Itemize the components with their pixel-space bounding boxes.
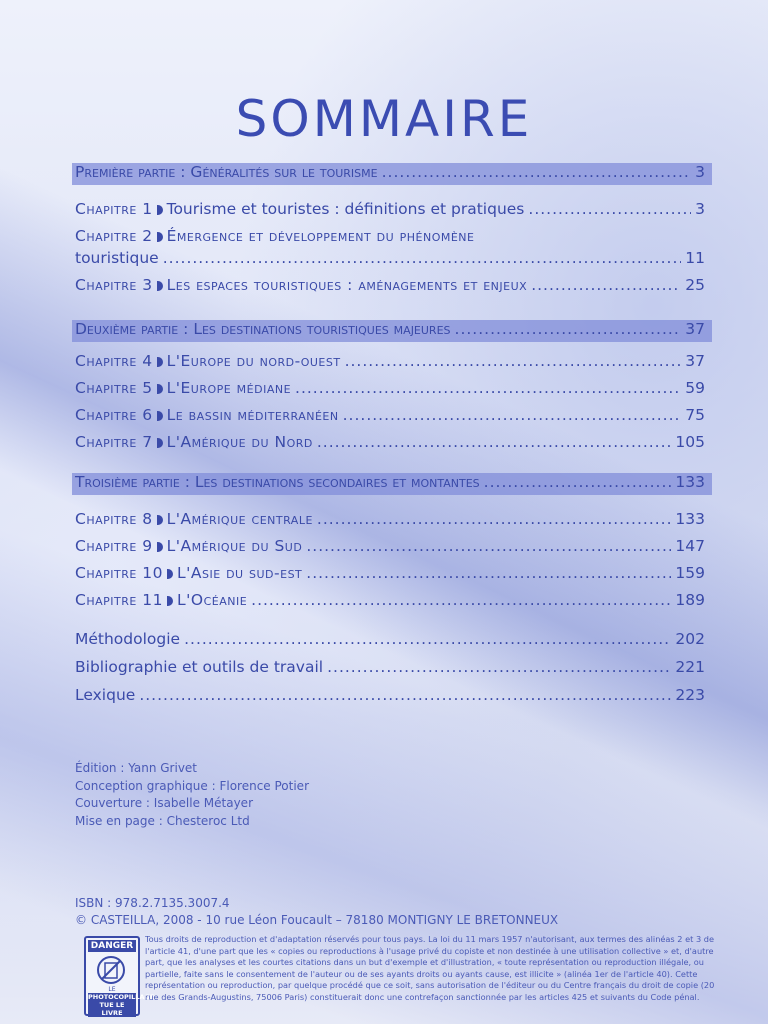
section-title: Bibliographie et outils de travail (75, 658, 324, 676)
half-circle-bullet-icon (157, 515, 163, 525)
toc-part-2[interactable] (75, 320, 705, 344)
chapter-title: Tourisme et touristes : définitions et pratiques (166, 200, 525, 218)
leader-dots (345, 352, 682, 370)
credits-block (75, 760, 309, 830)
leader-dots (528, 200, 691, 218)
toc-page-number: 221 (675, 658, 705, 676)
credit-conception: Conception graphique : Florence Potier (75, 778, 309, 793)
leader-dots (306, 564, 671, 582)
copyright: © CASTEILLA, 2008 - 10 rue Léon Foucault – 78180 MONTIGNY LE BRETONNEUX (75, 913, 559, 927)
toc-page-number: 37 (685, 352, 705, 370)
chapter-number: Chapitre 3 (75, 276, 153, 294)
chapter-number: Chapitre 6 (75, 406, 153, 424)
toc-page-number: 3 (695, 200, 705, 218)
credit-mise-en-page: Mise en page : Chesteroc Ltd (75, 813, 250, 828)
half-circle-bullet-icon (157, 384, 163, 394)
leader-dots (317, 433, 672, 451)
leader-dots (343, 406, 682, 424)
leader-dots (327, 658, 671, 676)
leader-dots (382, 163, 692, 181)
toc-page-number: 3 (695, 163, 705, 181)
toc-chapter-10[interactable] (75, 564, 705, 588)
toc-part-label: Troisième partie : Les destinations secondaires et montantes (75, 473, 480, 491)
toc-page-number: 133 (675, 510, 705, 528)
toc-page-number: 159 (675, 564, 705, 582)
toc-chapter-8[interactable] (75, 510, 705, 534)
chapter-number: Chapitre 9 (75, 537, 153, 555)
chapter-title: L'Amérique du Sud (166, 537, 303, 555)
chapter-title: L'Amérique du Nord (166, 433, 313, 451)
toc-page-number: 202 (675, 630, 705, 648)
half-circle-bullet-icon (167, 596, 173, 606)
leader-dots (139, 686, 671, 704)
leader-dots (163, 249, 682, 267)
toc-page-number: 11 (685, 249, 705, 267)
chapter-number: Chapitre 7 (75, 433, 153, 451)
half-circle-bullet-icon (157, 205, 163, 215)
toc-page-number: 105 (675, 433, 705, 451)
isbn: ISBN : 978.2.7135.3007.4 (75, 896, 230, 910)
chapter-number: Chapitre 10 (75, 564, 163, 582)
leader-dots (251, 591, 671, 609)
chapter-title: L'Amérique centrale (166, 510, 313, 528)
chapter-title: L'Asie du sud-est (176, 564, 303, 582)
leader-dots (184, 630, 671, 648)
half-circle-bullet-icon (167, 569, 173, 579)
chapter-title: Le bassin méditerranéen (166, 406, 339, 424)
credit-edition: Édition : Yann Grivet (75, 761, 198, 775)
toc-lexique[interactable] (75, 686, 705, 710)
toc-page-number: 37 (685, 320, 705, 338)
toc-page-number: 147 (675, 537, 705, 555)
publication-info (75, 895, 558, 929)
leader-dots (295, 379, 681, 397)
toc-chapter-1[interactable] (75, 200, 705, 224)
toc-bibliographie[interactable] (75, 658, 705, 682)
toc-page-number: 189 (675, 591, 705, 609)
leader-dots (455, 320, 682, 338)
toc-part-1[interactable] (75, 163, 705, 187)
logo-danger-label: DANGER (88, 940, 136, 952)
leader-dots (317, 510, 672, 528)
half-circle-bullet-icon (157, 281, 163, 291)
chapter-number: Chapitre 4 (75, 352, 153, 370)
toc-chapter-2-continued[interactable] (75, 249, 705, 273)
chapter-title: Émergence et développement du phénomène (166, 227, 475, 245)
toc-page-number: 25 (685, 276, 705, 294)
toc-chapter-2[interactable] (75, 227, 705, 251)
half-circle-bullet-icon (157, 357, 163, 367)
logo-photocopillage-label: PHOTOCOPILLAGE (88, 993, 155, 1001)
leader-dots (531, 276, 681, 294)
toc-chapter-9[interactable] (75, 537, 705, 561)
chapter-title: Les espaces touristiques : aménagements et enjeux (166, 276, 528, 294)
toc-chapter-6[interactable] (75, 406, 705, 430)
half-circle-bullet-icon (157, 411, 163, 421)
section-title: Lexique (75, 686, 136, 704)
section-title: Méthodologie (75, 630, 181, 648)
toc-part-label: Deuxième partie : Les destinations touristiques majeures (75, 320, 451, 338)
toc-page-number: 133 (675, 473, 705, 491)
toc-methodologie[interactable] (75, 630, 705, 654)
chapter-number: Chapitre 11 (75, 591, 163, 609)
toc-part-3[interactable] (75, 473, 705, 497)
toc-part-label: Première partie : Généralités sur le tourisme (75, 163, 378, 181)
legal-notice: Tous droits de reproduction et d'adaptation réservés pour tous pays. La loi du 11 mars 1957 n'autorisant, aux termes des alinéas 2 et 3 de l'article 41, d'une part que les « copies ou reproductions à l'usage privé du copiste et non destinée à une utilisation collective » et, d'autre part, que les analyses et les courtes citations dans un but d'exemple et d'illustration, « toute représentation ou reproduction illégale, ou partielle, faite sans le consentement de l'auteur ou de ses ayants droits ou ayants cause, est illicite » (alinéa 1er de l'article 40). Cette représentation ou reproduction, par quelque procédé que ce soit, sans autorisation de l'éditeur ou du Centre français du droit de copie (20 rue des Grands-Augustins, 75006 Paris) constituerait donc une contrefaçon sanctionnée par les articles 425 et suivants du Code pénal. (145, 934, 715, 1002)
chapter-number: Chapitre 2 (75, 227, 153, 245)
toc-chapter-11[interactable] (75, 591, 705, 615)
credit-couverture: Couverture : Isabelle Métayer (75, 796, 254, 810)
chapter-number: Chapitre 1 (75, 200, 153, 218)
chapter-title: L'Océanie (176, 591, 248, 609)
chapter-title: L'Europe médiane (166, 379, 292, 397)
chapter-title-continued: touristique (75, 249, 159, 267)
chapter-number: Chapitre 5 (75, 379, 153, 397)
toc-page-number: 75 (685, 406, 705, 424)
toc-chapter-5[interactable] (75, 379, 705, 403)
leader-dots (306, 537, 671, 555)
chapter-number: Chapitre 8 (75, 510, 153, 528)
toc-page-number: 59 (685, 379, 705, 397)
toc-chapter-7[interactable] (75, 433, 705, 457)
leader-dots (484, 473, 672, 491)
half-circle-bullet-icon (157, 542, 163, 552)
toc-page-number: 223 (675, 686, 705, 704)
logo-tue-label: TUE LE LIVRE (88, 1001, 136, 1017)
photocopillage-logo (84, 936, 155, 1017)
book-icon (96, 955, 126, 985)
toc-chapter-3[interactable] (75, 276, 705, 300)
half-circle-bullet-icon (157, 232, 163, 242)
half-circle-bullet-icon (157, 438, 163, 448)
toc-chapter-4[interactable] (75, 352, 705, 376)
chapter-title: L'Europe du nord-ouest (166, 352, 341, 370)
logo-le-label: LE (108, 986, 116, 993)
page-title: SOMMAIRE (235, 89, 533, 148)
